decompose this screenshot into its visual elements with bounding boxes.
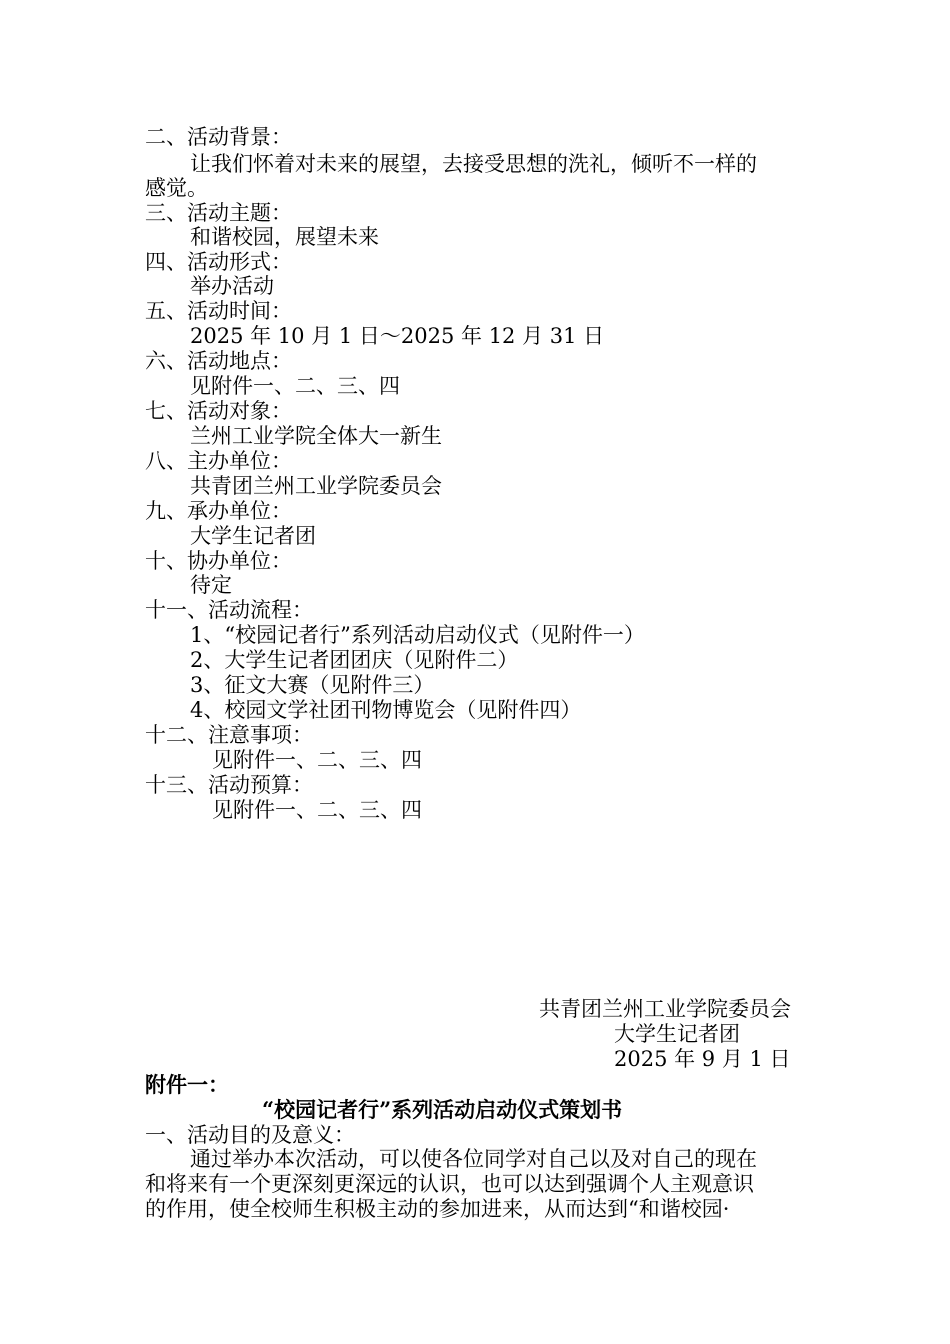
section-heading-notes: 十二、注意事项： [145, 723, 313, 747]
section-body-background: 让我们怀着对未来的展望，去接受思想的洗礼，倾听不一样的 [190, 152, 757, 176]
attachment-label: 附件一： [145, 1072, 229, 1097]
process-item-4: 4、校园文学社团刊物博览会（见附件四） [190, 698, 582, 722]
section-body-organizer: 大学生记者团 [190, 524, 316, 548]
section-heading-organizer: 九、承办单位： [145, 499, 292, 523]
section-heading-time: 五、活动时间： [145, 299, 292, 323]
attachment-paragraph-line-3: 的作用，使全校师生积极主动的参加进来，从而达到“和谐校园· [145, 1197, 730, 1221]
section-heading-budget: 十三、活动预算： [145, 773, 313, 797]
attachment-paragraph-line-2: 和将来有一个更深刻更深远的认识，也可以达到强调个人主观意识 [145, 1172, 754, 1196]
process-item-3: 3、征文大赛（见附件三） [190, 673, 435, 697]
attachment-paragraph-line-1: 通过举办本次活动，可以使各位同学对自己以及对自己的现在 [190, 1147, 757, 1171]
section-body-co-organizer: 待定 [190, 573, 232, 597]
section-heading-format: 四、活动形式： [145, 250, 292, 274]
section-body-location: 见附件一、二、三、四 [190, 374, 400, 398]
signature-org: 共青团兰州工业学院委员会 [539, 997, 791, 1021]
signature-date: 2025 年 9 月 1 日 [614, 1047, 791, 1071]
section-heading-location: 六、活动地点： [145, 349, 292, 373]
section-body-time: 2025 年 10 月 1 日～2025 年 12 月 31 日 [190, 324, 605, 348]
attachment-title: “校园记者行”系列活动启动仪式策划书 [262, 1097, 623, 1122]
section-body-host: 共青团兰州工业学院委员会 [190, 474, 442, 498]
section-body-theme: 和谐校园，展望未来 [190, 225, 379, 249]
process-item-2: 2、大学生记者团团庆（见附件二） [190, 648, 519, 672]
section-heading-co-organizer: 十、协办单位： [145, 549, 292, 573]
attachment-section-heading: 一、活动目的及意义： [145, 1123, 355, 1147]
section-body-format: 举办活动 [190, 274, 274, 298]
signature-unit: 大学生记者团 [614, 1022, 740, 1046]
section-body-notes: 见附件一、二、三、四 [212, 748, 422, 772]
section-heading-theme: 三、活动主题： [145, 201, 292, 225]
section-body-audience: 兰州工业学院全体大一新生 [190, 424, 442, 448]
section-body-background-cont: 感觉。 [145, 176, 208, 200]
section-heading-audience: 七、活动对象： [145, 399, 292, 423]
section-heading-process: 十一、活动流程： [145, 598, 313, 622]
section-heading-host: 八、主办单位： [145, 449, 292, 473]
process-item-1: 1、“校园记者行”系列活动启动仪式（见附件一） [190, 623, 645, 647]
section-heading-background: 二、活动背景： [145, 125, 292, 149]
section-body-budget: 见附件一、二、三、四 [212, 798, 422, 822]
